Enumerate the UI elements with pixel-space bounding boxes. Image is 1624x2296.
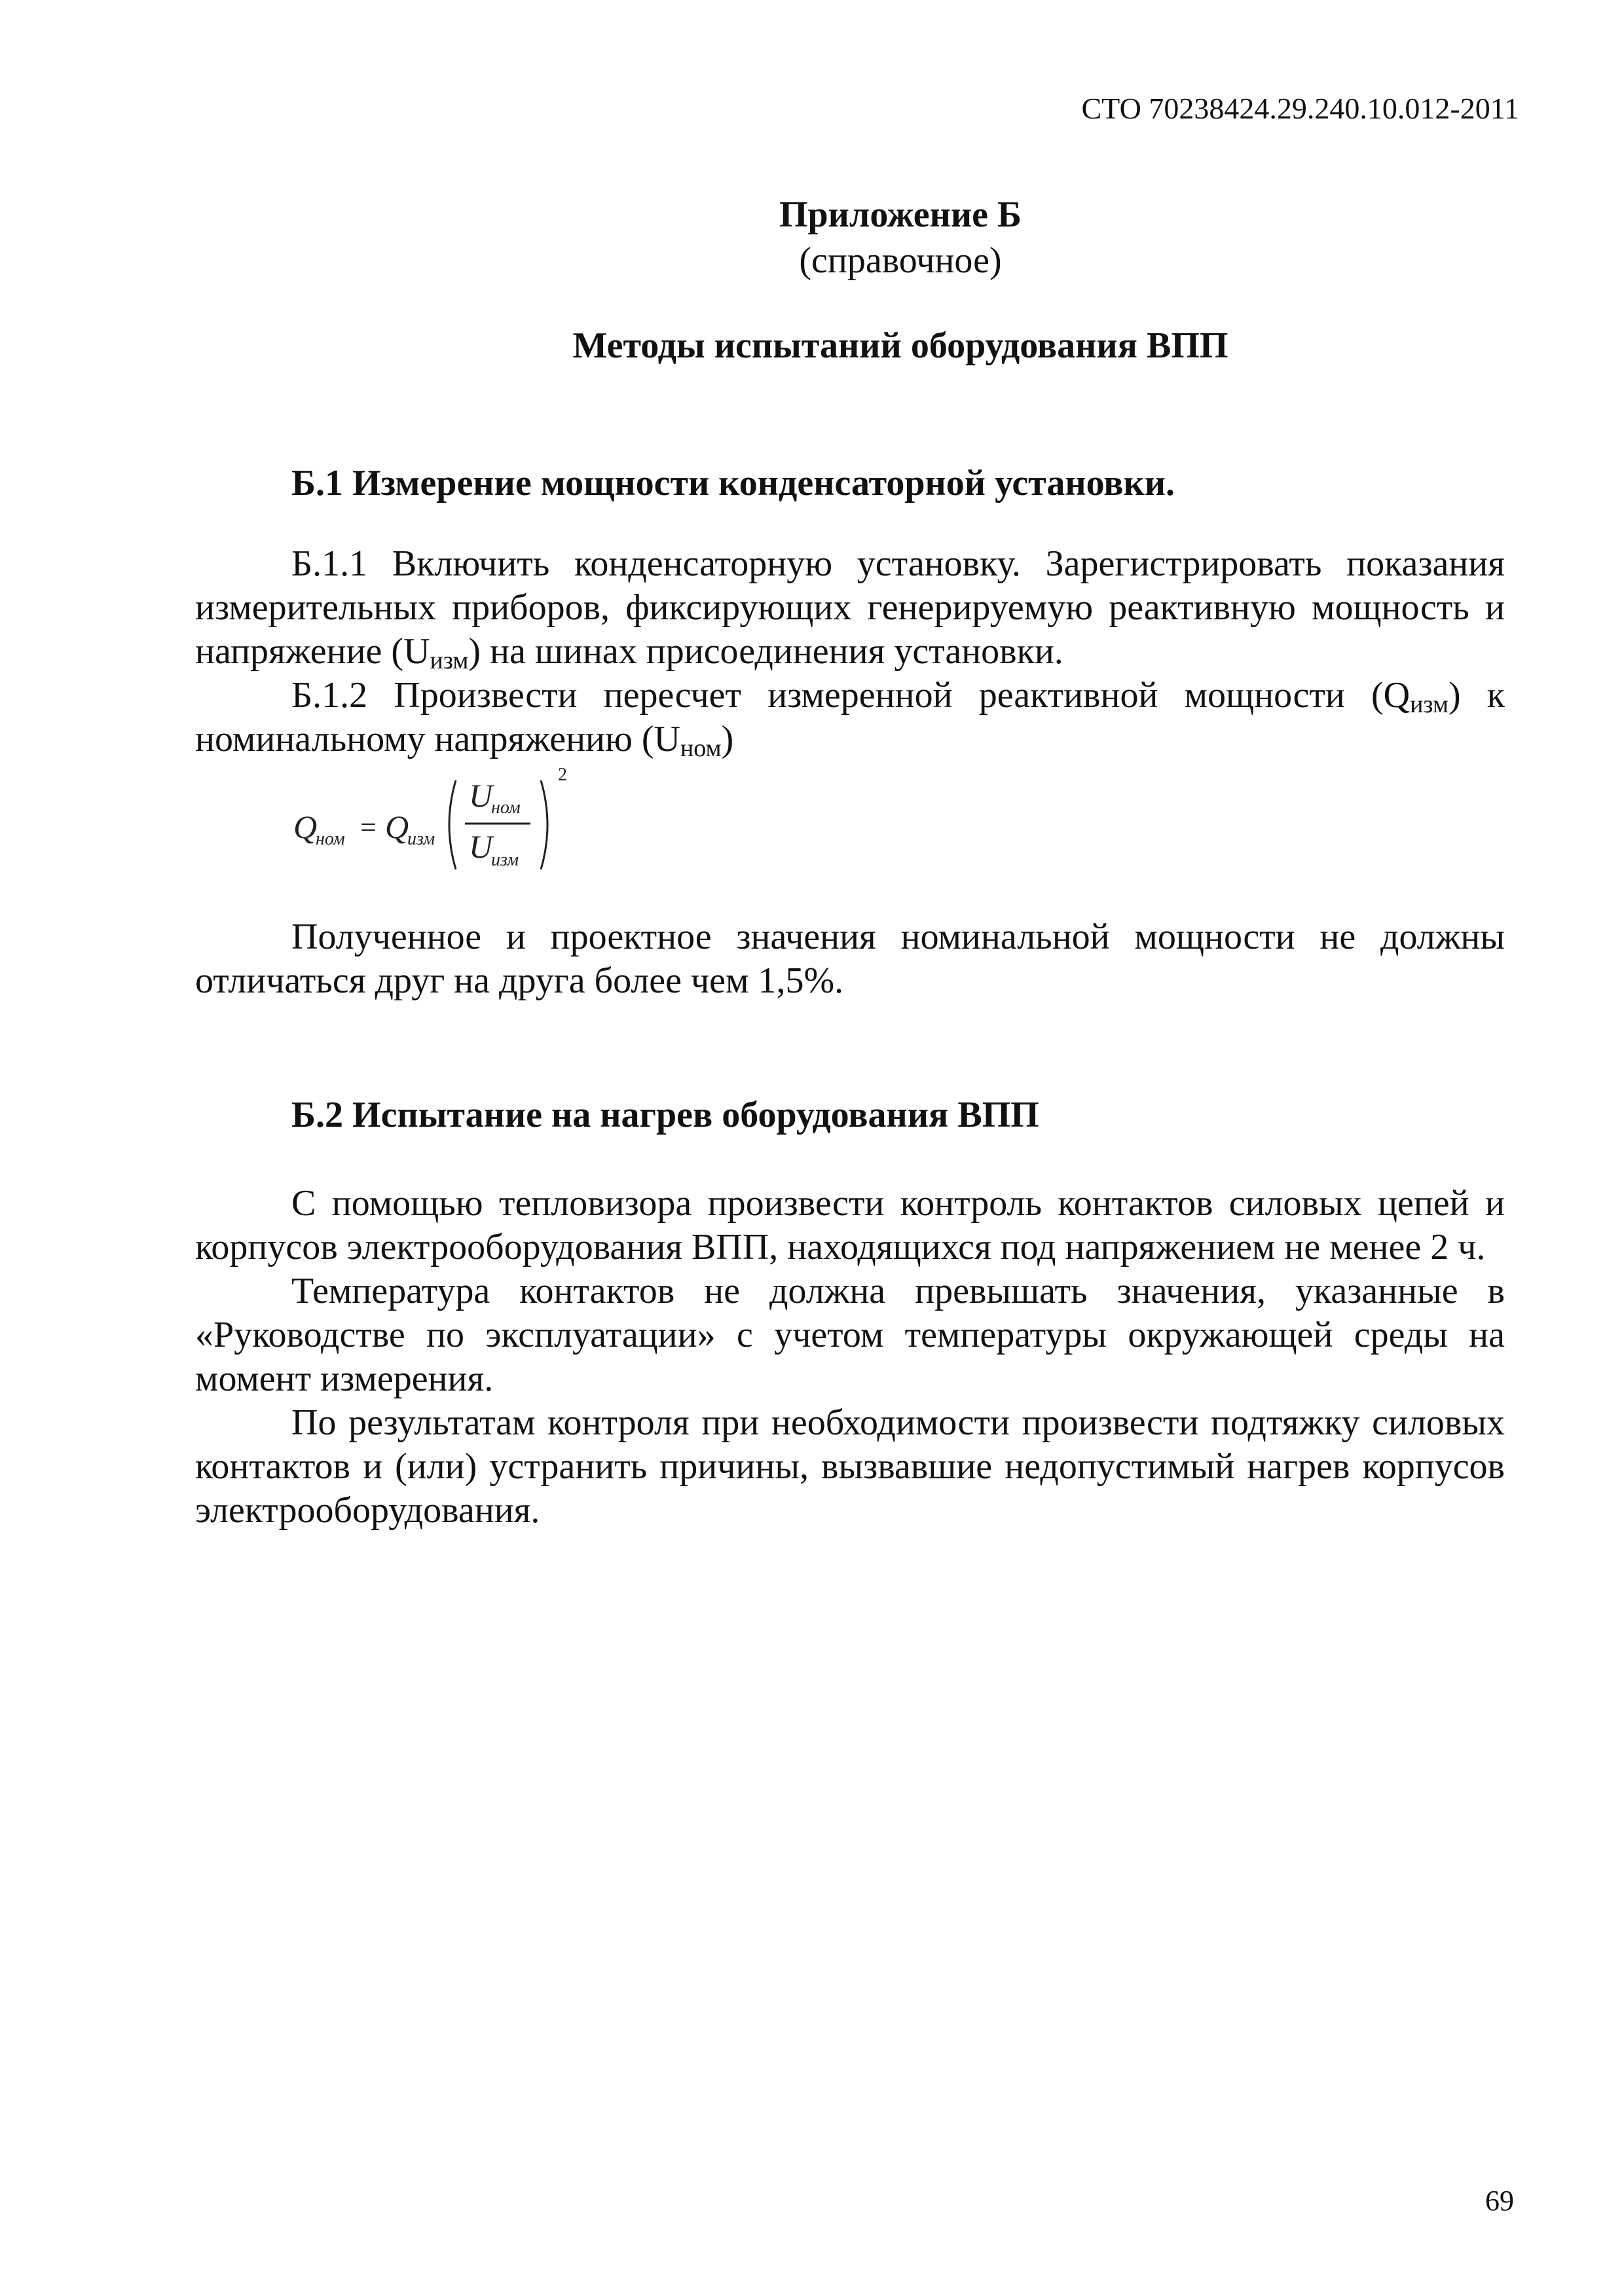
paragraph-b1-2 <box>195 674 1505 761</box>
subscript: изм <box>1410 691 1449 718</box>
formula-lhs: Q <box>293 809 318 845</box>
paragraph-b1-1-text: Б.1.1 Включить конденсаторную установку. Зарегистрировать показания измерительных приборов, фиксирующих генерируемую реактивную мощность и напряжение (U <box>195 543 1505 672</box>
paragraph-b2-1: С помощью тепловизора произвести контроль контактов силовых цепей и корпусов электрооборудования ВПП, находящихся под напряжением не менее 2 ч. <box>195 1183 1505 1267</box>
subscript: ном <box>680 735 722 762</box>
paragraph-b1-2-text-mid: ) к номинальному напряжению (U <box>195 675 1505 759</box>
paragraph-b2-2: Температура контактов не должна превышать значения, указанные в «Руководстве по эксплуатации» с учетом температуры окружающей среды на момент измерения. <box>195 1271 1505 1399</box>
subscript: изм <box>430 647 469 674</box>
paragraph-b2-3: По результатам контроля при необходимости произвести подтяжку силовых контактов и (или) устранить причины, вызвавшие недопустимый нагрев корпусов электрооборудования. <box>195 1402 1505 1531</box>
formula-q-nom <box>293 766 581 877</box>
formula-denominator: U <box>469 828 493 865</box>
paragraph-b1-2-text-end: ) <box>721 719 734 759</box>
page-title: Методы испытаний оборудования ВПП <box>572 325 1228 366</box>
left-paren <box>449 780 456 869</box>
formula-lhs-sub: ном <box>316 829 345 849</box>
section-b2-text <box>195 1182 1505 1533</box>
appendix-title: Приложение Б <box>779 194 1022 235</box>
section-b1-text <box>195 542 1505 761</box>
right-paren <box>541 780 547 869</box>
formula-numerator-sub: ном <box>491 797 521 818</box>
section-b1-conclusion <box>195 915 1505 1003</box>
formula-denominator-sub: изм <box>491 850 519 870</box>
document-code: СТО 70238424.29.240.10.012-2011 <box>1081 92 1519 125</box>
paragraph-b1-3: Полученное и проектное значения номинальной мощности не должны отличаться друг на друга более чем 1,5%. <box>195 917 1505 1001</box>
section-heading-b2: Б.2 Испытание на нагрев оборудования ВПП <box>291 1095 1039 1135</box>
paragraph-b1-1 <box>195 542 1505 674</box>
section-heading-b1: Б.1 Измерение мощности конденсаторной установки. <box>291 463 1175 503</box>
page-number: 69 <box>1485 2185 1514 2217</box>
formula-q-sub: изм <box>407 829 435 849</box>
formula-exponent: 2 <box>558 765 567 785</box>
formula-q: Q <box>385 809 409 845</box>
paragraph-b1-2-text: Б.1.2 Произвести пересчет измеренной реактивной мощности (Q <box>291 675 1411 716</box>
appendix-subtitle: (справочное) <box>799 240 1002 281</box>
formula-equals: = <box>360 811 377 843</box>
formula-numerator: U <box>469 777 493 814</box>
paragraph-b1-1-text-end: ) на шинах присоединения установки. <box>468 631 1063 672</box>
